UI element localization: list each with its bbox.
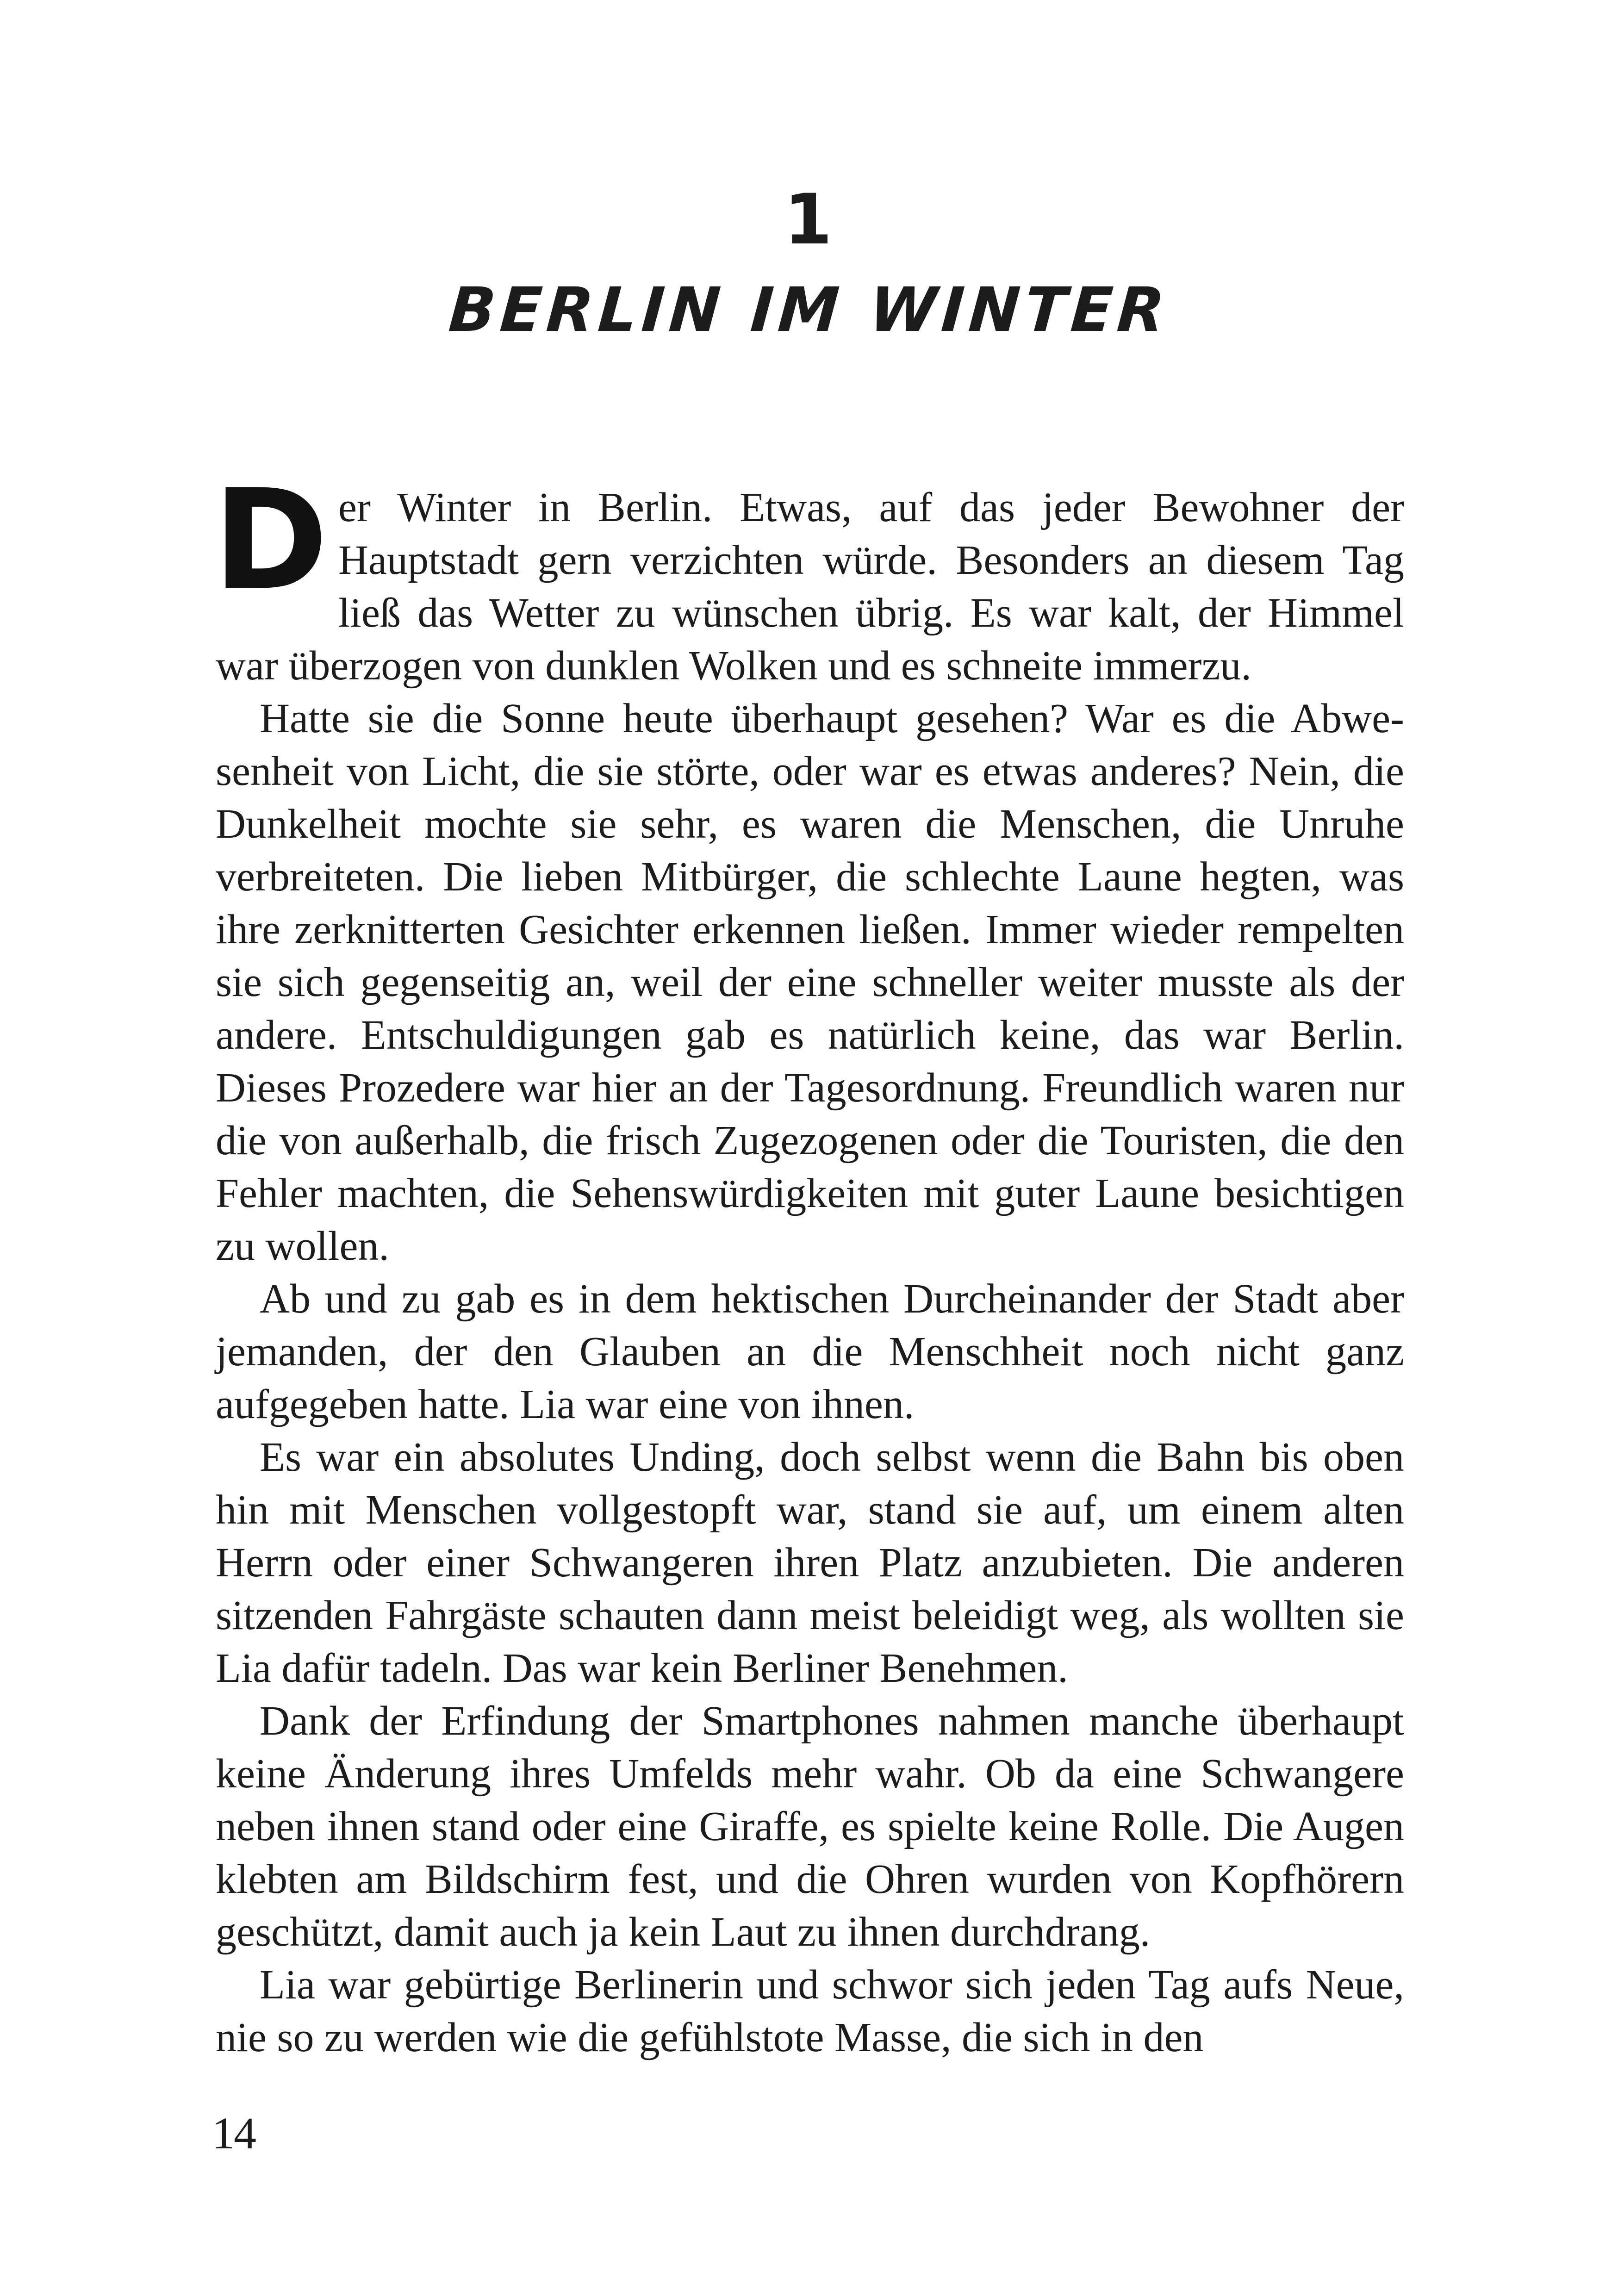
drop-cap: D bbox=[213, 460, 329, 621]
paragraph-1-text: er Winter in Berlin. Etwas, auf das jeder Bewohner der Hauptstadt gern verzichten würde. Besonders an diesem Tag ließ das Wetter zu wünschen übrig. Es war kalt, der Himmel war überzogen von dunklen Wolken und es schneite immerzu. bbox=[216, 485, 1404, 689]
paragraph-4: Es war ein absolutes Unding, doch selbst wenn die Bahn bis oben hin mit Menschen vollgestopft war, stand sie auf, um einem alten Herrn oder einer Schwangeren ihren Platz anzubieten. Die anderen sitzenden Fahrgäste schauten dann meist beleidigt weg, als wollten sie Lia dafür tadeln. Das war kein Berliner Benehmen. bbox=[216, 1434, 1404, 1691]
chapter-title: BERLIN IM WINTER bbox=[446, 274, 1172, 346]
paragraph-2: Hatte sie die Sonne heute überhaupt gesehen? War es die Abwesenheit von Licht, die sie störte, oder war es etwas anderes? Nein, die Dunkelheit mochte sie sehr, es waren die Menschen, die Unruhe verbreiteten. Die lieben Mitbürger, die schlechte Laune hegten, was ihre zerknitterten Gesichter erkennen ließen. Immer wieder rempelten sie sich gegenseitig an, weil der eine schneller weiter musste als der andere. Entschuldigungen gab es natürlich keine, das war Berlin. Dieses Prozedere war hier an der Tagesordnung. Freundlich waren nur die von außerhalb, die frisch Zugezogenen oder die Touristen, die den Fehler machten, die Sehenswürdigkeiten mit guter Laune besichtigen zu wollen. bbox=[216, 696, 1404, 1269]
page-number: 14 bbox=[212, 2109, 255, 2159]
paragraph-6: Lia war gebürtige Berlinerin und schwor sich jeden Tag aufs Neue, nie so zu werden wie die gefühlstote Masse, die sich in den bbox=[216, 1962, 1404, 2060]
paragraph-5: Dank der Erfindung der Smartphones nahmen manche überhaupt keine Änderung ihres Umfelds mehr wahr. Ob da eine Schwangere neben ihnen stand oder eine Giraffe, es spielte keine Rolle. Die Augen klebten am Bildschirm fest, und die Ohren wurden von Kopfhörern geschützt, damit auch ja kein Laut zu ihnen durchdrang. bbox=[216, 1698, 1404, 1955]
paragraph-1 bbox=[213, 460, 1404, 692]
chapter-body bbox=[213, 460, 1404, 2064]
paragraph-3: Ab und zu gab es in dem hektischen Durcheinander der Stadt aber jemanden, der den Glauben an die Menschheit noch nicht ganz aufgegeben hatte. Lia war eine von ihnen. bbox=[216, 1276, 1404, 1427]
chapter-number: 1 bbox=[784, 180, 834, 260]
